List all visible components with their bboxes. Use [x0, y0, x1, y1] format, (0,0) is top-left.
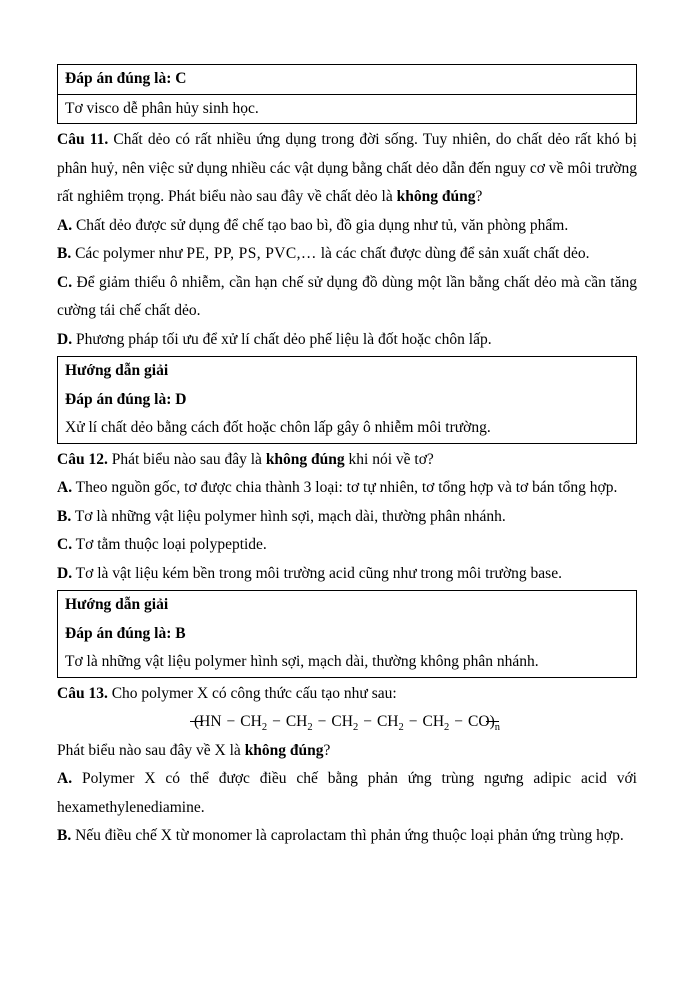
formula-ch2-group: $CH_2$ [376, 713, 404, 734]
bond-dash: − [317, 713, 327, 730]
polymer-abbreviations: PE, PP, PS, PVC,… [186, 245, 317, 262]
subscript-2: 2 [307, 722, 313, 734]
option-b-label: B. [57, 507, 72, 525]
option-a-label: A. [57, 770, 73, 787]
explanation-line: Tơ là những vật liệu polymer hình sợi, mạch dài, thường không phân nhánh. [65, 653, 539, 670]
solution-box-11 [57, 356, 637, 444]
question-12-option-c [57, 531, 637, 560]
repeat-subscript-n: n [494, 722, 500, 734]
question-13-text: Phát biểu nào sau đây về X là [57, 741, 245, 759]
solution-heading: Hướng dẫn giải [65, 362, 169, 379]
formula-ch2-group: $CH_2$ [240, 713, 268, 734]
formula-ch2-group: $CH_2$ [422, 713, 450, 734]
question-12-stem [57, 446, 637, 475]
question-11-question-mark: ? [475, 188, 483, 205]
option-c-label: C. [57, 536, 73, 553]
question-11-option-c [57, 269, 637, 326]
question-12-option-a [57, 474, 637, 503]
option-a-label: A. [57, 216, 73, 234]
option-d-label: D. [57, 564, 73, 582]
option-b-text: Nếu điều chế X từ monomer là caprolactam thì phản ứng thuộc loại phản ứng trùng hợp. [71, 827, 624, 844]
answer-line: Đáp án đúng là: C [58, 65, 636, 95]
bond-dash: − [408, 713, 418, 730]
question-11-option-a [57, 212, 637, 241]
formula-co-group: CO [468, 713, 490, 730]
question-13-option-a [57, 765, 637, 822]
subscript-2: 2 [444, 722, 450, 734]
question-11-stem [57, 126, 637, 212]
option-c-text: Để giảm thiểu ô nhiễm, cần hạn chế sử dụng đồ dùng một lần bằng chất dẻo mà cần tăng cường tái chế chất dẻo. [57, 273, 637, 319]
question-11-keyword: không đúng [396, 188, 476, 205]
question-13-stem [57, 737, 637, 766]
option-b-text-pre: Các polymer như [71, 245, 187, 262]
option-b-text-post: là các chất được dùng để sản xuất chất dẻo. [316, 245, 590, 262]
option-b-label: B. [57, 827, 72, 844]
option-b-text: Tơ là những vật liệu polymer hình sợi, mạch dài, thường phân nhánh. [71, 507, 506, 525]
question-11-option-b [57, 240, 637, 269]
bond-dash: − [363, 713, 372, 730]
open-paren: ( [194, 708, 199, 737]
question-11-text: Chất dẻo có rất nhiều ứng dụng trong đời sống. Tuy nhiên, do chất dẻo rất khó bị phân huỷ, nên việc sử dụng nhiều các vật dụng bằng chất dẻo dẫn đến nguy cơ về môi trường rất nghiêm trọng. Phát biểu nào sau đây về chất dẻo là [57, 131, 637, 205]
bond-dash: − [272, 713, 281, 730]
explanation-line: Xử lí chất dẻo bằng cách đốt hoặc chôn lấp gây ô nhiễm môi trường. [65, 419, 491, 436]
subscript-2: 2 [261, 722, 268, 734]
question-13-intro [57, 680, 637, 709]
top-answer-box [57, 64, 637, 124]
option-a-text: Polymer X có thể được điều chế bằng phản ứng trùng ngưng adipic acid với hexamethylenediamine. [57, 770, 637, 816]
question-13-intro-text: Cho polymer X có công thức cấu tạo như sau: [107, 684, 397, 702]
question-12-text-end: khi nói về tơ? [344, 450, 434, 468]
formula-ch2-group: $CH_2$ [285, 713, 313, 734]
question-13-keyword: không đúng [244, 741, 324, 759]
subscript-2: 2 [398, 722, 404, 734]
question-13-label: Câu 13. [57, 684, 108, 702]
solution-box-12 [57, 590, 637, 678]
question-12-label: Câu 12. [57, 450, 108, 468]
question-11-option-d [57, 326, 637, 355]
formula-hn-group: HN [199, 713, 222, 730]
option-a-label: A. [57, 479, 73, 496]
option-c-text: Tơ tằm thuộc loại polypeptide. [72, 536, 267, 553]
question-11-label: Câu 11. [57, 131, 109, 148]
question-12-text: Phát biểu nào sau đây là [107, 450, 266, 468]
answer-line: Đáp án đúng là: B [65, 624, 186, 642]
option-c-label: C. [57, 273, 73, 291]
option-d-text: Tơ là vật liệu kém bền trong môi trường acid cũng như trong môi trường base. [72, 564, 562, 582]
option-d-label: D. [57, 330, 73, 348]
question-12-keyword: không đúng [265, 450, 345, 468]
subscript-2: 2 [352, 722, 359, 734]
option-b-label: B. [57, 245, 72, 262]
answer-line: Đáp án đúng là: D [65, 390, 187, 408]
option-a-text: Chất dẻo được sử dụng để chế tạo bao bì, đồ gia dụng như tủ, văn phòng phẩm. [72, 216, 569, 234]
bond-dash: − [226, 713, 236, 730]
question-13-option-b [57, 822, 637, 851]
solution-heading: Hướng dẫn giải [65, 596, 169, 613]
option-d-text: Phương pháp tối ưu để xử lí chất dẻo phế liệu là đốt hoặc chôn lấp. [72, 330, 492, 348]
question-12-option-b [57, 503, 637, 532]
question-12-option-d [57, 560, 637, 589]
option-a-text: Theo nguồn gốc, tơ được chia thành 3 loại: tơ tự nhiên, tơ tổng hợp và tơ bán tổng hợp. [72, 479, 618, 496]
formula-ch2-group: $CH_2$ [331, 713, 359, 734]
polymer-formula [57, 708, 637, 737]
question-13-question-mark: ? [323, 741, 331, 759]
explanation-line: Tơ visco dễ phân hủy sinh học. [65, 99, 259, 117]
close-paren: ) [490, 708, 495, 737]
bond-dash: − [454, 713, 464, 730]
